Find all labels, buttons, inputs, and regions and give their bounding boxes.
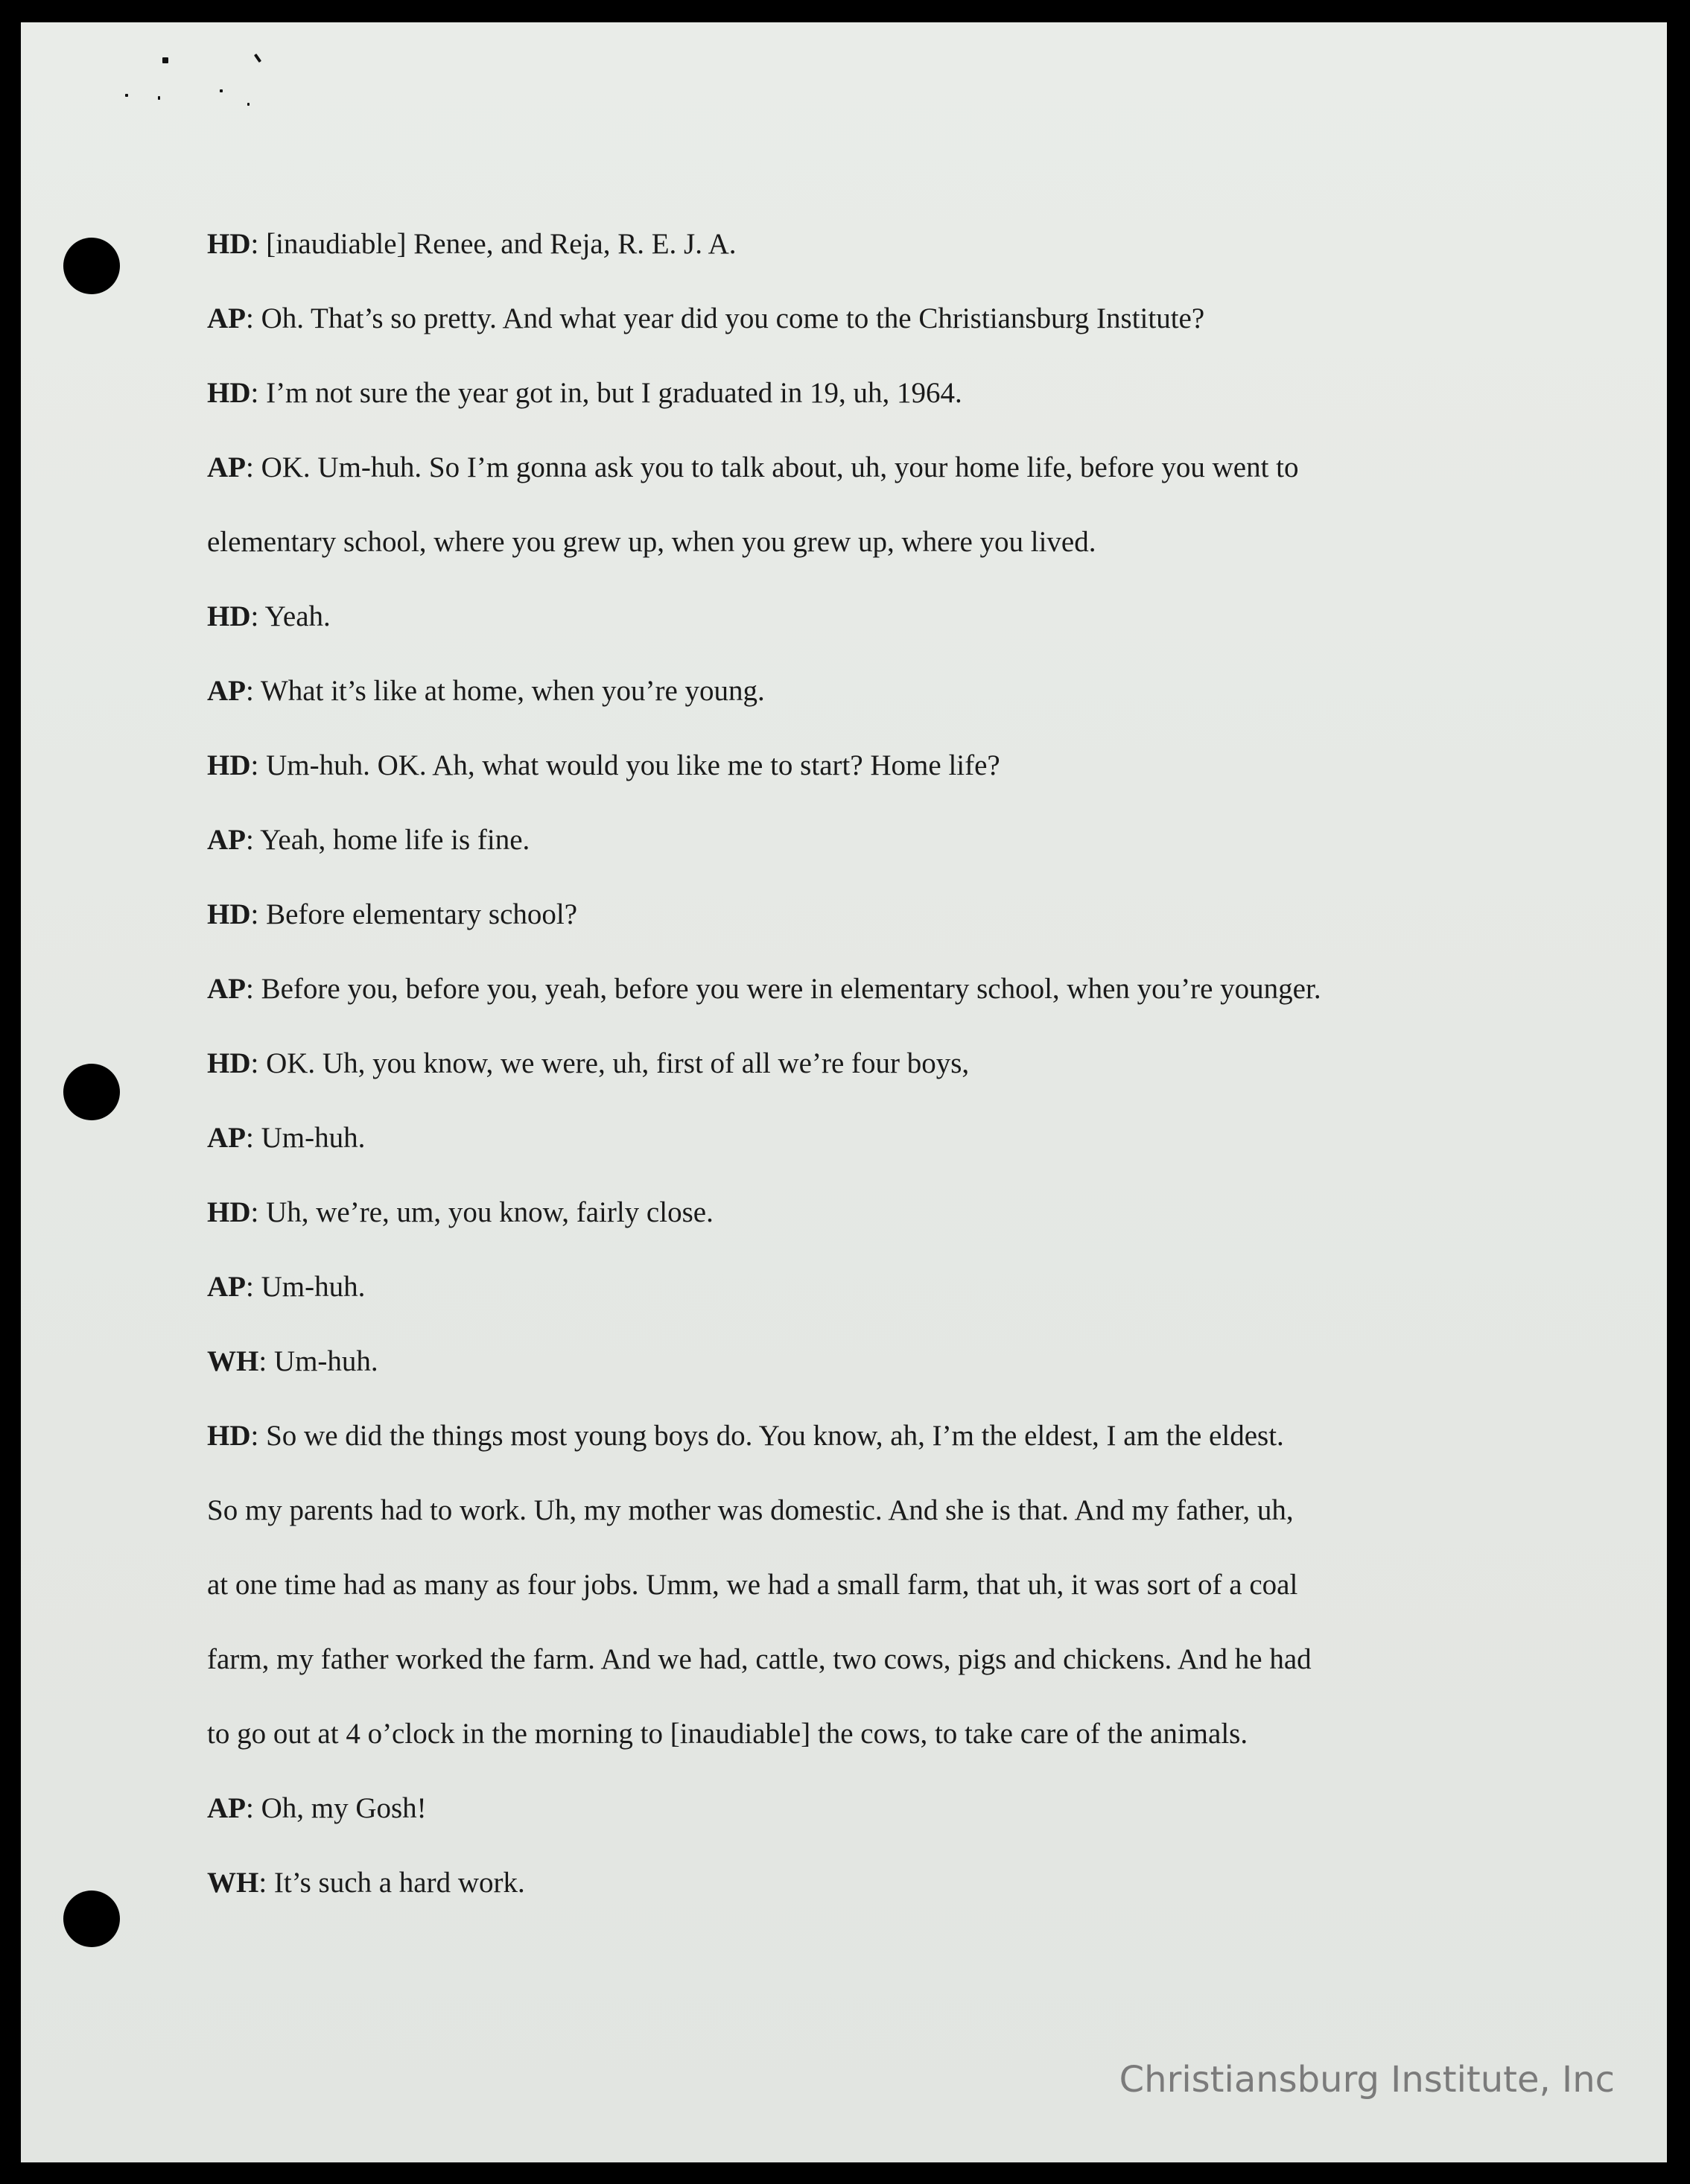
speaker-label: WH bbox=[207, 1867, 259, 1899]
speaker-label: AP bbox=[207, 973, 246, 1005]
line-text: : Um-huh. OK. Ah, what would you like me to start? Home life? bbox=[250, 749, 1000, 781]
transcript-line bbox=[207, 1771, 1496, 1846]
line-text: : So we did the things most young boys do. You know, ah, I’m the eldest, I am the eldest. bbox=[250, 1420, 1284, 1452]
scan-speck bbox=[162, 57, 168, 63]
line-text: : Oh. That’s so pretty. And what year did you come to the Christiansburg Institute? bbox=[246, 302, 1205, 334]
transcript-line bbox=[207, 952, 1496, 1026]
speaker-label: HD bbox=[207, 1196, 251, 1228]
transcript-line bbox=[207, 207, 1496, 282]
speaker-label: HD bbox=[207, 898, 251, 930]
transcript-line bbox=[207, 356, 1496, 431]
speaker-label: AP bbox=[207, 1792, 246, 1824]
scan-speck bbox=[247, 103, 250, 106]
transcript-line bbox=[207, 431, 1496, 505]
line-text: So my parents had to work. Uh, my mother was domestic. And she is that. And my father, uh, bbox=[207, 1494, 1294, 1526]
transcript-line bbox=[207, 1846, 1496, 1920]
transcript-body bbox=[207, 207, 1496, 1920]
transcript-line bbox=[207, 580, 1496, 654]
speaker-label: HD bbox=[207, 377, 251, 409]
line-text: : It’s such a hard work. bbox=[258, 1867, 525, 1899]
transcript-line bbox=[207, 1324, 1496, 1399]
line-text: : Um-huh. bbox=[258, 1345, 378, 1377]
punch-hole-middle bbox=[63, 1064, 120, 1120]
speaker-label: AP bbox=[207, 451, 246, 483]
transcript-line-continuation bbox=[207, 1473, 1496, 1548]
speaker-label: HD bbox=[207, 749, 251, 781]
speaker-label: HD bbox=[207, 1047, 251, 1079]
line-text: : Yeah. bbox=[250, 600, 331, 632]
line-text: : Um-huh. bbox=[246, 1271, 366, 1303]
line-text: at one time had as many as four jobs. Umm, we had a small farm, that uh, it was sort of a coal bbox=[207, 1569, 1298, 1601]
transcript-line bbox=[207, 1026, 1496, 1101]
watermark-text: Christiansburg Institute, Inc bbox=[1119, 2059, 1615, 2101]
scan-speck bbox=[125, 94, 128, 97]
transcript-line bbox=[207, 803, 1496, 877]
transcript-line-continuation bbox=[207, 1697, 1496, 1771]
line-text: : What it’s like at home, when you’re young. bbox=[246, 675, 765, 707]
punch-hole-top bbox=[63, 238, 120, 294]
transcript-line bbox=[207, 1175, 1496, 1250]
transcript-line-continuation bbox=[207, 1548, 1496, 1622]
line-text: elementary school, where you grew up, when you grew up, where you lived. bbox=[207, 526, 1096, 558]
line-text: : Before elementary school? bbox=[250, 898, 578, 930]
line-text: to go out at 4 o’clock in the morning to [inaudiable] the cows, to take care of the animals. bbox=[207, 1718, 1248, 1750]
transcript-line bbox=[207, 654, 1496, 728]
line-text: : I’m not sure the year got in, but I graduated in 19, uh, 1964. bbox=[250, 377, 962, 409]
transcript-line-continuation bbox=[207, 505, 1496, 580]
document-page bbox=[21, 22, 1667, 2162]
line-text: : OK. Um-huh. So I’m gonna ask you to talk about, uh, your home life, before you went to bbox=[246, 451, 1299, 483]
transcript-line bbox=[207, 282, 1496, 356]
speaker-label: AP bbox=[207, 1271, 246, 1303]
speaker-label: HD bbox=[207, 228, 251, 260]
transcript-line bbox=[207, 728, 1496, 803]
line-text: farm, my father worked the farm. And we had, cattle, two cows, pigs and chickens. And he had bbox=[207, 1643, 1312, 1675]
speaker-label: AP bbox=[207, 1122, 246, 1154]
speaker-label: HD bbox=[207, 1420, 251, 1452]
line-text: : Before you, before you, yeah, before you were in elementary school, when you’re younger. bbox=[246, 973, 1321, 1005]
line-text: : Yeah, home life is fine. bbox=[246, 824, 530, 856]
scan-speck bbox=[158, 96, 160, 100]
scan-speck bbox=[220, 89, 223, 92]
speaker-label: HD bbox=[207, 600, 251, 632]
punch-hole-bottom bbox=[63, 1891, 120, 1947]
line-text: : Oh, my Gosh! bbox=[246, 1792, 427, 1824]
line-text: : Um-huh. bbox=[246, 1122, 366, 1154]
transcript-line bbox=[207, 1101, 1496, 1175]
transcript-line bbox=[207, 1399, 1496, 1473]
transcript-line bbox=[207, 877, 1496, 952]
speaker-label: WH bbox=[207, 1345, 259, 1377]
speaker-label: AP bbox=[207, 824, 246, 856]
line-text: : OK. Uh, you know, we were, uh, first of all we’re four boys, bbox=[250, 1047, 970, 1079]
speaker-label: AP bbox=[207, 302, 246, 334]
scan-speck bbox=[254, 54, 261, 63]
transcript-line-continuation bbox=[207, 1622, 1496, 1697]
speaker-label: AP bbox=[207, 675, 246, 707]
line-text: : Uh, we’re, um, you know, fairly close. bbox=[250, 1196, 714, 1228]
transcript-line bbox=[207, 1250, 1496, 1324]
line-text: : [inaudiable] Renee, and Reja, R. E. J. A. bbox=[250, 228, 737, 260]
